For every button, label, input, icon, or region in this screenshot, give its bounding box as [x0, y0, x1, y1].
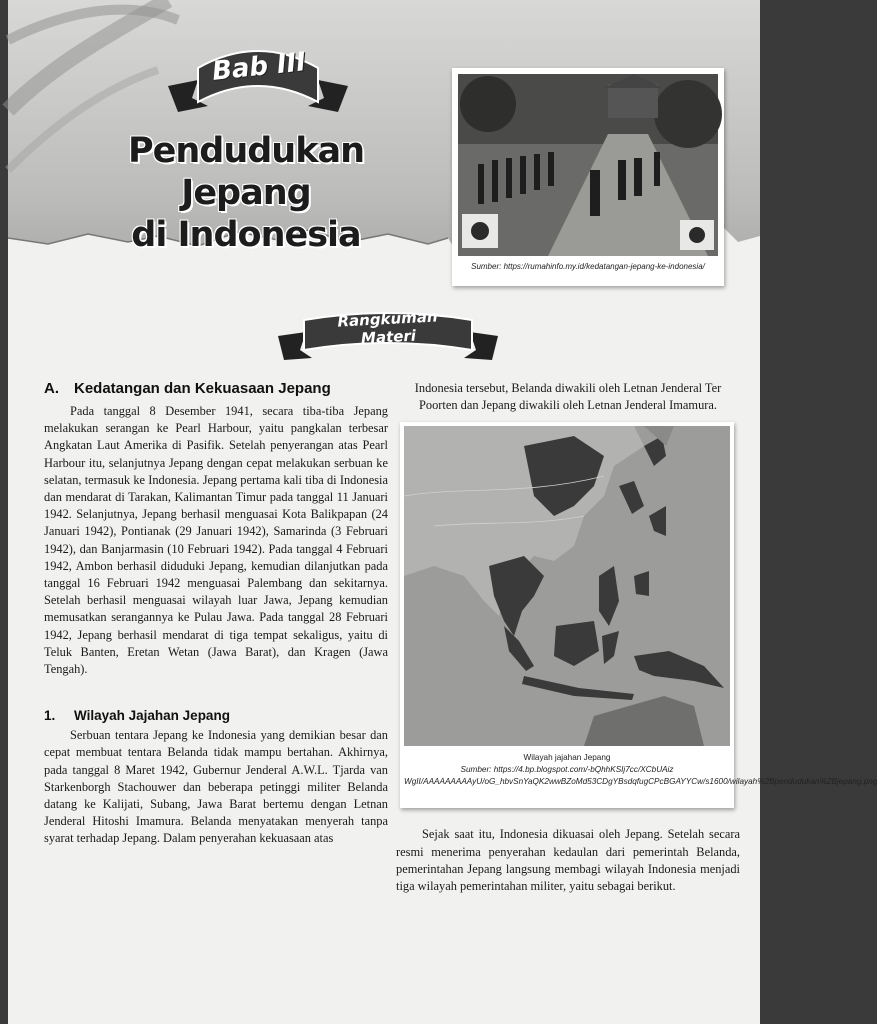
map-source: Sumber: https://4.bp.blogspot.com/-bQhhKSIj7cc/XCbUAiz WgII/AAAAAAAAAyU/oG_hbvSnYaQK2wwBZoMd53CDgYBsdqfugCPcBGAYYCw/s1600/wilayah%2Bpendudukan%2Bjepang.png	[404, 765, 877, 787]
map-caption	[404, 752, 877, 788]
section-a-paragraph: Pada tanggal 8 Desember 1941, secara tiba-tiba Jepang melakukan serangan ke Pearl Harbour, yaitu pangkalan terbesar Angkatan Laut Amerika di Pasifik. Setelah penyerangan atas Pearl Harbour itu, selanjutnya Jepang dengan cepat melakukan serbuan ke selatan, termasuk ke Indonesia. Jepang pertama kali tiba di Indonesia dan mendarat di Tarakan, Kalimantan Timur pada tanggal 11 Januari 1942. Selanjutnya, Jepang berhasil menguasai Kota Balikpapan (24 Januari 1942), Pontianak (29 Januari 1942), Samarinda (3 Februari 1942), dan Banjarmasin (10 Februari 1942). Pada tanggal 4 Februari 1942, Ambon berhasil diduduki Jepang, kemudian dilanjutkan pada tanggal 16 Februari 1942 menguasai Palembang dan sekitarnya. Setelah berhasil menguasai wilayah luar Jawa, Jepang kemudian memusatkan serangannya ke Pulau Jawa. Pada tanggal 28 Februari 1942, Jepang berhasil mendarat di tiga tempat sekaligus, yaitu di Teluk Banten, Eretan Wetan (Jawa Barat), dan Kragen (Jawa Tengah).	[44, 404, 388, 677]
southeast-asia-map	[404, 426, 730, 746]
subsection-1-paragraph: Serbuan tentara Jepang ke Indonesia yang demikian besar dan cepat membuat tentara Belanda tidak mampu bertahan. Akhirnya, pada tanggal 8 Maret 1942, Gubernur Jenderal A.W.L. Tjarda van Starkenborgh Stachouwer dan beberapa petinggi militer Belanda datang ke Kalijati, Subang, Jawa Barat bertemu dengan Letnan Jenderal Hitoshi Imamura. Belanda menyatakan menyerah tanpa syarat terhadap Jepang. Dalam penyerahan kekuasaan atas	[44, 728, 388, 846]
closing-paragraph: Sejak saat itu, Indonesia dikuasai oleh Jepang. Setelah secara resmi menerima penyerahan kedaulan dari pemerintah Belanda, pemerintahan Jepang langsung membagi wilayah Indonesia menjadi tiga wilayah pemerintahan militer, yaitu sebagai berikut.	[396, 827, 740, 894]
chapter-title-line2: di Indonesia	[131, 215, 361, 255]
chapter-title-line1: Pendudukan Jepang	[127, 131, 365, 213]
chapter-badge-label: Bab III	[210, 47, 308, 87]
right-column	[396, 380, 877, 895]
subsection-1-number: 1.	[44, 708, 56, 724]
section-a-number: A.	[44, 380, 59, 397]
section-a-heading	[44, 380, 388, 397]
section-a-title: Kedatangan dan Kekuasaan Jepang	[74, 380, 331, 397]
historical-photo-card	[452, 68, 724, 286]
map-title: Wilayah jajahan Jepang	[523, 753, 611, 763]
subsection-1-heading	[44, 708, 388, 723]
photo-source-caption: Sumber: https://rumahinfo.my.id/kedatangan-jepang-ke-indonesia/	[471, 262, 705, 271]
summary-ribbon-label: Rangkuman Materi	[337, 307, 439, 348]
left-column	[44, 380, 388, 848]
occupation-map-card	[400, 422, 877, 808]
subsection-1-title: Wilayah Jajahan Jepang	[74, 708, 230, 724]
continuation-paragraph: Indonesia tersebut, Belanda diwakili oleh Letnan Jenderal Ter Poorten dan Jepang diwakili oleh Letnan Jenderal Imamura.	[414, 381, 722, 413]
japanese-troops-photo	[458, 74, 718, 256]
textbook-page	[8, 0, 877, 1024]
chapter-title	[66, 130, 426, 256]
